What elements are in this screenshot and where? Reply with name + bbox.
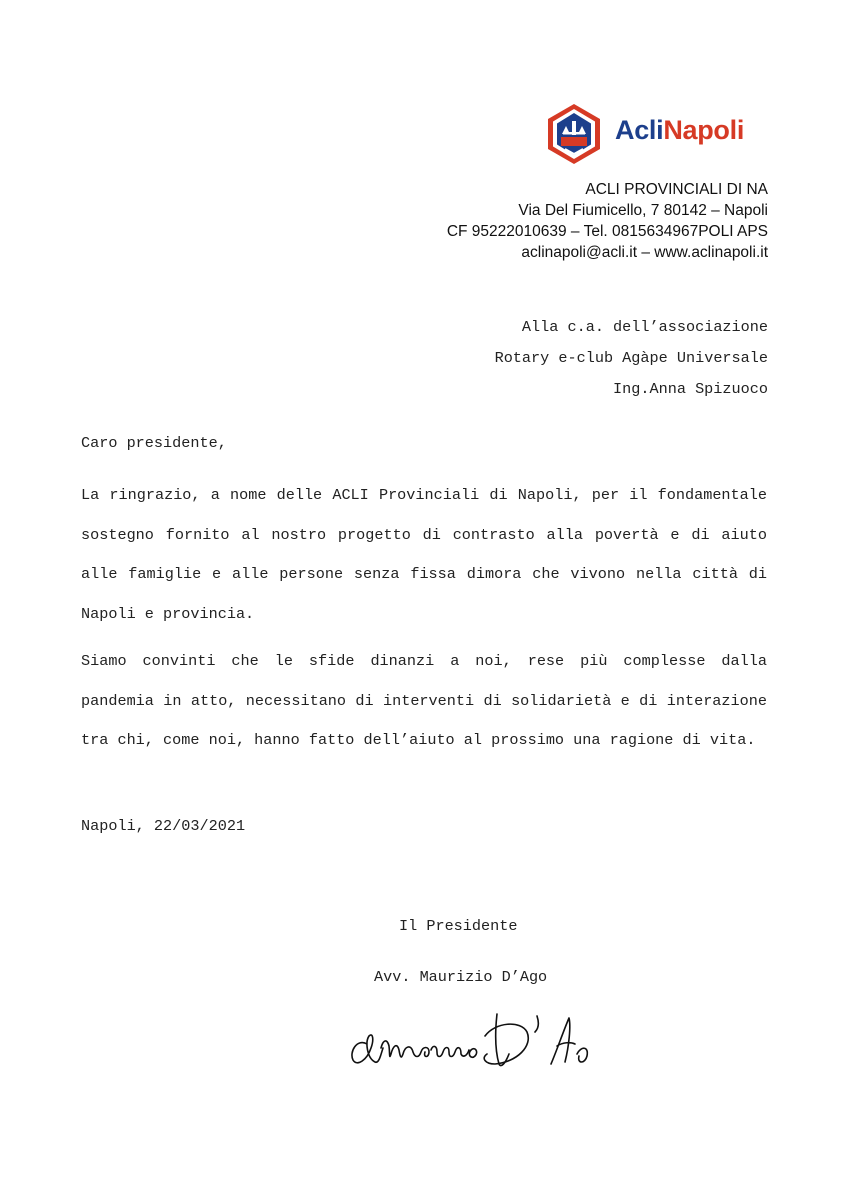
logo-wordmark-acli: Acli: [615, 115, 664, 145]
body-paragraph-2: Siamo convinti che le sfide dinanzi a noi, rese più complesse dalla pandemia in atto, necessitano di interventi di solidarietà e di interazione tra chi, come noi, hanno fatto dell’aiuto al prossimo una ragione di vita.: [81, 652, 767, 749]
sender-line-address: Via Del Fiumicello, 7 80142 – Napoli: [518, 202, 768, 219]
signatory-name: Avv. Maurizio D’Ago: [374, 968, 548, 986]
recipient-block: [495, 312, 768, 405]
salutation: Caro presidente,: [81, 434, 227, 452]
sender-address-block: [447, 179, 768, 263]
logo-wordmark-napoli: Napoli: [663, 115, 745, 145]
signatory-title: Il Presidente: [399, 917, 518, 935]
acli-napoli-logo: [545, 103, 760, 165]
acli-emblem-icon: [545, 103, 603, 165]
handwritten-signature: [345, 1002, 595, 1074]
recipient-line-attention: Alla c.a. dell’associazione: [521, 318, 768, 336]
sender-line-organization: ACLI PROVINCIALI DI NA: [585, 181, 768, 198]
place-date: Napoli, 22/03/2021: [81, 817, 246, 835]
recipient-line-organization: Rotary e-club Agàpe Universale: [494, 349, 768, 367]
logo-wordmark: [615, 115, 744, 146]
body-paragraph-1: La ringrazio, a nome delle ACLI Provinciali di Napoli, per il fondamentale sostegno fornito al nostro progetto di contrasto alla povertà e di aiuto alle famiglie e alle persone senza fissa dimora che vivono nella città di Napoli e provincia.: [81, 486, 767, 623]
recipient-line-person: Ing.Anna Spizuoco: [613, 380, 768, 398]
sender-line-tax-phone: CF 95222010639 – Tel. 0815634967POLI APS: [446, 223, 768, 240]
sender-line-contacts: aclinapoli@acli.it – www.aclinapoli.it: [521, 244, 768, 261]
